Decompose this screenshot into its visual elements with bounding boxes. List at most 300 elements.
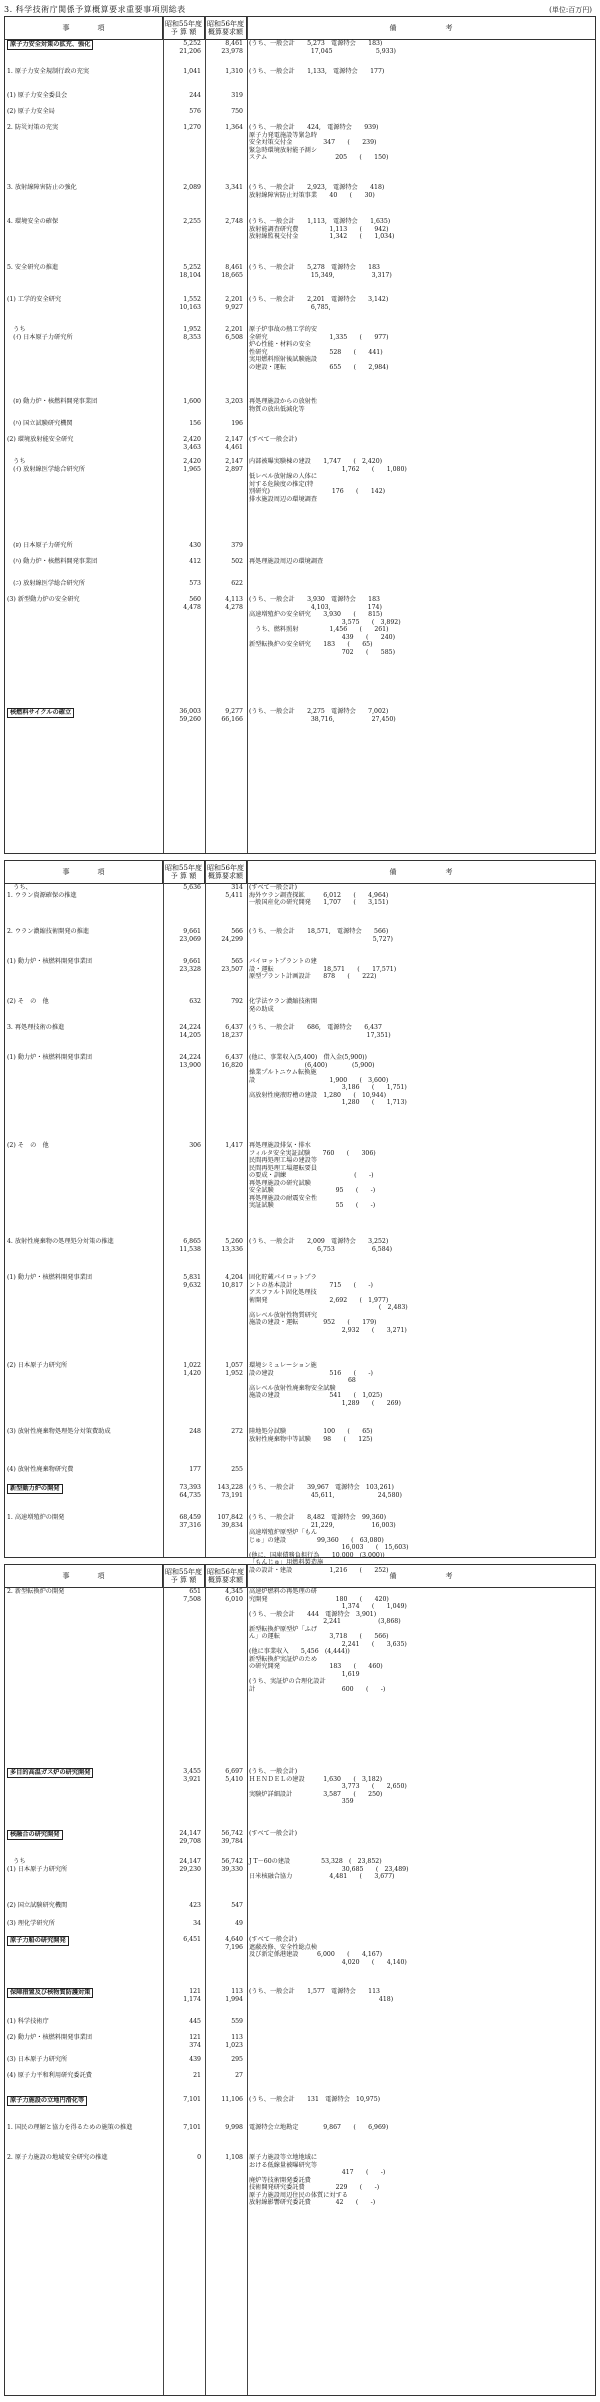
fy56-value: 143,228 73,191: [217, 1484, 243, 1499]
budget-table: [4, 1564, 596, 2396]
category-title: 多目的高温ガス炉の研究開発: [7, 1768, 93, 1778]
remarks-text: (うち、一般会計 424, 電源特会 939) 原子力発電施設等緊急時 安全対策交付金 347 ( 239) 緊急時環境放射能予測シ ステム 205 ( 150): [249, 124, 389, 161]
row-item: [5, 596, 163, 708]
row-item: [5, 92, 163, 108]
row-item: [5, 2056, 163, 2072]
table-row: [5, 1588, 595, 1768]
table-row: [5, 2034, 595, 2056]
fy55-value: 1,041: [183, 68, 201, 75]
item-label: 2. 原子力施設の地域安全研究の推進: [7, 2154, 108, 2161]
fy55-value: 2,255: [183, 218, 201, 225]
row-item: [5, 40, 163, 68]
remarks-text: [247, 420, 595, 436]
header-fy55: 昭和55年度 予 算 額: [163, 17, 205, 39]
fy55-value: 6,865 11,538: [179, 1238, 201, 1253]
table-row: [5, 1142, 595, 1238]
remarks-text: 内部被曝実験棟の建設 1,747 ( 2,420) 1,762 ( 1,080) 低レベル放射線の人体に 対する危険度の推定(特 別研究) 176 ( 142) 排水施設周辺の環境調査: [249, 458, 407, 503]
table-row: [5, 1920, 595, 1936]
fy55-value: 5,252 21,206: [179, 40, 201, 55]
table-row: [5, 1830, 595, 1858]
fy56-value: 1,364: [225, 124, 243, 131]
fy55-value: 412: [189, 558, 201, 565]
row-item: [5, 542, 163, 558]
row-item: [5, 1936, 163, 1988]
fy55-value: 68,459 37,316: [179, 1514, 201, 1529]
table-row: [5, 458, 595, 542]
remarks-text: 固化貯蔵パイロットプラ ントの基本設計 715 ( -) アスファルト固化処理技 術開発 2,692 ( 1,977) ( 2,483) 高レベル放射性物質研究 施設の建設・運転 952 ( 179) 2,932 ( 3,271): [249, 1274, 408, 1334]
row-item: [5, 458, 163, 542]
row-item: [5, 1054, 163, 1142]
row-item: [5, 108, 163, 124]
item-label: (2) 動力炉・核燃料開発事業団: [7, 2034, 92, 2041]
fy55-value: 573: [189, 580, 201, 587]
fy56-value: 11,106: [221, 2096, 243, 2103]
item-label: (4) 原子力平和利用研究委託費: [7, 2072, 92, 2079]
fy55-value: 306: [189, 1142, 201, 1149]
fy56-value: 27: [235, 2072, 243, 2079]
table-row: [5, 264, 595, 296]
item-label: (3) 理化学研究所: [7, 1920, 55, 1927]
fy55-value: 1,022 1,420: [183, 1362, 201, 1377]
remarks-text: (うち、一般会計 5,278 電源特会 183 15,349, 3,317): [249, 264, 392, 279]
fy55-value: 2,420 3,463: [183, 436, 201, 451]
row-item: [5, 1274, 163, 1362]
row-item: [5, 998, 163, 1024]
fy55-value: 576: [189, 108, 201, 115]
fy55-value: 24,224 14,205: [179, 1024, 201, 1039]
fy55-value: 156: [189, 420, 201, 427]
row-item: [5, 398, 163, 420]
row-item: [5, 708, 163, 756]
row-item: [5, 1238, 163, 1274]
fy56-value: 255: [231, 1466, 243, 1473]
table-row: [5, 296, 595, 326]
row-item: [5, 580, 163, 596]
fy55-value: 560 4,478: [183, 596, 201, 611]
remarks-text: [247, 542, 595, 558]
table-row: [5, 2072, 595, 2096]
header-fy56: 昭和56年度 概算要求額: [205, 17, 247, 39]
remarks-text: (すべて一般会計) 遮蔽改修、安全性総点検 及び新定係港建設 6,000 ( 4,167) 4,020 ( 4,140): [249, 1936, 407, 1966]
fy56-value: 2,201 9,927: [225, 296, 243, 311]
item-label: 2. 新型転換炉の開発: [7, 1588, 65, 1595]
row-item: [5, 2096, 163, 2124]
remarks-text: [247, 2056, 595, 2072]
remarks-text: 原子力施設等立地地域に おける低線量被曝研究等 417 ( -) 廃炉等技術開発委託費 技術開発研究委託費 229 ( -) 原子力施設周辺住民の体質に対する 放射線影響研究委託費 42 ( -): [249, 2154, 386, 2206]
fy56-value: 2,748: [225, 218, 243, 225]
item-label: 1. 原子力安全規制行政の充実: [7, 68, 90, 75]
fy55-value: 24,224 13,900: [179, 1054, 201, 1069]
row-item: [5, 1768, 163, 1830]
table-row: [5, 596, 595, 708]
row-item: [5, 326, 163, 398]
category-title: 原子力施設の立地円滑化等: [7, 2096, 87, 2106]
fy56-value: 113 1,023: [225, 2034, 243, 2049]
fy56-value: 9,998: [225, 2124, 243, 2131]
fy56-value: 4,345 6,010: [225, 1588, 243, 1603]
remarks-text: 原子炉事故の熱工学的安 全研究 1,335 ( 977) 炉心性能・材料の安全 性研究 528 ( 441) 実用燃料照射後試験施設 の建設・運転 655 ( 2,984): [249, 326, 389, 371]
row-item: [5, 958, 163, 998]
item-label: 4. 放射性廃棄物の処理処分対策の推進: [7, 1238, 114, 1245]
item-label: うち (1) 日本原子力研究所: [7, 1858, 68, 1873]
remarks-text: [247, 1466, 595, 1484]
table-row: [5, 558, 595, 580]
fy56-value: 8,461 18,665: [221, 264, 243, 279]
fy55-value: 5,252 18,104: [179, 264, 201, 279]
row-item: [5, 1024, 163, 1054]
fy55-value: 2,420 1,965: [183, 458, 201, 473]
table-row: [5, 420, 595, 436]
fy56-value: 56,742 39,330: [221, 1858, 243, 1873]
fy56-value: 196: [231, 420, 243, 427]
fy56-value: 502: [231, 558, 243, 565]
row-item: [5, 928, 163, 958]
fy56-value: 8,461 23,978: [221, 40, 243, 55]
remarks-text: (うち、一般会計 2,201 電源特会 3,142) 6,785,: [249, 296, 389, 311]
remarks-text: パイロットプラントの建 設・運転 18,571 ( 17,571) 原型プラント計画設計 878 ( 222): [249, 958, 397, 980]
category-title: 新型動力炉の開発: [7, 1484, 63, 1494]
fy56-value: 6,437 18,237: [221, 1024, 243, 1039]
fy56-value: 379: [231, 542, 243, 549]
fy55-value: 177: [189, 1466, 201, 1473]
fy56-value: 4,204 10,817: [221, 1274, 243, 1289]
fy55-value: 3,455 3,921: [183, 1768, 201, 1783]
remarks-text: 再処理施設排気・排水 フィルタ安全実証試験 760 ( 306) 民間再処理工場の建設等 民間再処理工場運転要員 の要成・訓練 ( -) 再処理施設の研究試験 安全試験 95 ( -) 再処理施設の耐震安全性 実証試験 55 ( -): [249, 1142, 376, 1209]
table-header: [5, 861, 595, 884]
fy56-value: 750: [231, 108, 243, 115]
remarks-text: [247, 1902, 595, 1920]
table-row: [5, 2056, 595, 2072]
table-row: [5, 2124, 595, 2154]
remarks-text: (他に、事業収入(5,400) 借入金(5,900)) (6,400) (5,900) 操業プルトニウム転換施 設 1,900 ( 3,600) 3,186 ( 1,751) 高放射性廃液貯槽の建設 1,280 ( 10,944) 1,280 ( 1,713): [249, 1054, 407, 1106]
remarks-text: 環境シミュレーション施 設の建設 516 ( -) 68 高レベル放射性廃棄物安全試験 施設の建設 541 ( 1,025) 1,289 ( 269): [249, 1362, 401, 1407]
remarks-text: 再処理施設周辺の環境調査: [249, 558, 324, 565]
remarks-text: [247, 2018, 595, 2034]
remarks-text: 陸地処分試験 100 ( 65) 放射性廃棄物中等試験 98 ( 125): [249, 1428, 373, 1443]
row-item: [5, 296, 163, 326]
fy55-value: 34: [193, 1920, 201, 1927]
remarks-text: (すべて一般会計) 海外ウラン調査探鉱 6,012 ( 4,964) 一般国産化の研究開発 1,707 ( 3,151): [249, 884, 389, 906]
remarks-text: 再処理施設からの放射性 物質の放出低減化等: [249, 398, 318, 413]
table-row: [5, 542, 595, 558]
table-row: [5, 108, 595, 124]
fy56-value: 113 1,994: [225, 1988, 243, 2003]
item-label: 1. 国民の理解と協力を得るための施策の推進: [7, 2124, 133, 2131]
fy56-value: 2,147 2,897: [225, 458, 243, 473]
fy55-value: 24,147 29,708: [179, 1830, 201, 1845]
fy55-value: 9,661 23,328: [179, 958, 201, 973]
fy55-value: 1,952 8,353: [183, 326, 201, 341]
table-row: [5, 1902, 595, 1920]
fy55-value: 651 7,508: [183, 1588, 201, 1603]
row-item: [5, 1920, 163, 1936]
header-fy55: 昭和55年度 予 算 額: [163, 861, 205, 883]
fy55-value: 1,600: [183, 398, 201, 405]
fy55-value: 248: [189, 1428, 201, 1435]
remarks-text: 高速炉燃料の再処理の研 究開発 180 ( 420) 1,374 ( 1,049) (うち、一般会計 444 電源特会 3,901) 2,241 (3,868) 新型転換炉原型炉「ふげ ん」の運転 3,718 ( 566) 2,241 ( 3,635) (他に事業収入 5,456 (4,444)) 新型転換炉実証炉のため の研究開発 183 ( 460) 1,619 (うち、実証炉の合理化設計 計 600 ( -): [249, 1588, 407, 1693]
fy56-value: 107,842 39,834: [217, 1514, 243, 1529]
item-label: (4) 放射性廃棄物研究費: [7, 1466, 74, 1473]
fy55-value: 439: [189, 2056, 201, 2063]
fy56-value: 6,437 16,820: [221, 1054, 243, 1069]
table-row: [5, 1238, 595, 1274]
category-title: 核燃料サイクルの確立: [7, 708, 74, 718]
category-title: 原子力船の研究開発: [7, 1936, 69, 1946]
fy55-value: 445: [189, 2018, 201, 2025]
item-label: 2. ウラン濃縮技術開発の推進: [7, 928, 90, 935]
fy56-value: 3,203: [225, 398, 243, 405]
header-remarks: 備 考: [389, 1572, 453, 1580]
row-item: [5, 1362, 163, 1428]
item-label: (2) 原子力安全局: [7, 108, 55, 115]
fy56-value: 4,640 7,196: [225, 1936, 243, 1951]
row-item: [5, 2018, 163, 2034]
item-label: (3) 日本原子力研究所: [7, 2056, 68, 2063]
header-item: 事 項: [5, 861, 163, 883]
row-item: [5, 420, 163, 436]
category-title: 保障措置及び核物質防護対策: [7, 1988, 93, 1998]
remarks-text: (うち、一般会計 2,009 電源特会 3,252) 6,753 6,584): [249, 1238, 393, 1253]
row-item: [5, 2034, 163, 2056]
table-row: [5, 1274, 595, 1362]
fy55-value: 36,003 59,260: [179, 708, 201, 723]
row-item: [5, 1484, 163, 1514]
table-row: [5, 2154, 595, 2264]
table-row: [5, 1024, 595, 1054]
row-item: [5, 68, 163, 92]
item-label: 2. 防災対策の充実: [7, 124, 59, 131]
remarks-text: (うち、一般会計) ＨＥＮＤＥＬの建設 1,630 ( 3,182) 3,773 ( 2,650) 実験炉詳細設計 3,587 ( 250) 359: [249, 1768, 407, 1805]
header-remarks: 備 考: [389, 24, 453, 32]
fy55-value: 244: [189, 92, 201, 99]
fy55-value: 121 1,174: [183, 1988, 201, 2003]
row-item: [5, 218, 163, 264]
fy56-value: 566 24,299: [221, 928, 243, 943]
row-item: [5, 2124, 163, 2154]
fy55-value: 7,101: [183, 2124, 201, 2131]
table-row: [5, 436, 595, 458]
row-item: [5, 884, 163, 928]
fy55-value: 21: [193, 2072, 201, 2079]
remarks-text: (うち、一般会計 8,482 電源特会 99,360) 21,229, 16,003) 高速増殖炉原型炉「もん じゅ」の建設 99,360 ( 63,080) 16,003 ( 15,603) (他に、国庫債務負担行為 10,000 (3,000)) 「もんじゅ」用燃料製造施 設の設計・建設 1,216 ( 252): [249, 1514, 409, 1574]
header-remarks: 備 考: [389, 868, 453, 876]
table-row: [5, 928, 595, 958]
category-title: 原子力安全対策の拡充、強化: [7, 40, 93, 50]
fy55-value: 7,101: [183, 2096, 201, 2103]
item-label: (2) 日本原子力研究所: [7, 1362, 68, 1369]
item-label: 5. 安全研究の推進: [7, 264, 59, 271]
remarks-text: [247, 108, 595, 124]
item-label: (1) 動力炉・核燃料開発事業団: [7, 958, 92, 965]
table-row: [5, 1362, 595, 1428]
remarks-text: (うち、一般会計 131 電源特会 10,975): [249, 2096, 381, 2103]
fy56-value: 2,201 6,508: [225, 326, 243, 341]
table-row: [5, 1768, 595, 1830]
item-label: (2) そ の 他: [7, 1142, 49, 1149]
fy56-value: 56,742 39,784: [221, 1830, 243, 1845]
fy55-value: 9,661 23,069: [179, 928, 201, 943]
row-item: [5, 1142, 163, 1238]
header-item: 事 項: [5, 1565, 163, 1587]
table-row: [5, 884, 595, 928]
row-item: [5, 2072, 163, 2096]
remarks-text: (うち、一般会計 5,273 電源特会 183) 17,045 5,933): [249, 40, 396, 55]
row-item: [5, 184, 163, 218]
item-label: (2) 国立試験研究機関: [7, 1902, 68, 1909]
fy56-value: 272: [231, 1428, 243, 1435]
fy56-value: 3,341: [225, 184, 243, 191]
table-row: [5, 1484, 595, 1514]
remarks-text: (うち、一般会計 2,923, 電源特会 418) 放射線障害防止対策事業 40 ( 30): [249, 184, 385, 199]
remarks-text: (うち、一般会計 2,275 電源特会 7,002) 38,716, 27,450): [249, 708, 396, 723]
table-row: [5, 1466, 595, 1484]
fy56-value: 2,147 4,461: [225, 436, 243, 451]
fy55-value: 430: [189, 542, 201, 549]
fy56-value: 1,417: [225, 1142, 243, 1149]
fy56-value: 547: [231, 1902, 243, 1909]
fy55-value: 1,270: [183, 124, 201, 131]
fy56-value: 1,108: [225, 2154, 243, 2161]
item-label: (3) 放射性廃棄物処理処分対策費助成: [7, 1428, 111, 1435]
remarks-text: (うち、一般会計 1,113, 電源特会 1,635) 放射能調査研究費 1,113 ( 942) 放射線監視交付金 1,342 ( 1,034): [249, 218, 395, 240]
category-title: 核融合の研究開発: [7, 1830, 63, 1840]
fy56-value: 565 23,507: [221, 958, 243, 973]
page-title: 3. 科学技術庁関係予算概算要求重要事項別総表: [4, 5, 186, 14]
table-row: [5, 2096, 595, 2124]
fy55-value: 73,393 64,735: [179, 1484, 201, 1499]
remarks-text: [247, 2072, 595, 2096]
row-item: [5, 1830, 163, 1858]
remarks-text: J T－60の建設 53,328 ( 23,852) 30,685 ( 23,489) 日米核融合協力 4,481 ( 3,677): [249, 1858, 409, 1880]
remarks-text: [247, 580, 595, 596]
row-item: [5, 1988, 163, 2018]
fy56-value: 49: [235, 1920, 243, 1927]
unit-label: (単位:百万円): [549, 6, 592, 14]
row-item: [5, 1858, 163, 1902]
fy55-value: 5,636: [183, 884, 201, 891]
item-label: うち、 1. ウラン資源確保の推進: [7, 884, 77, 899]
fy55-value: 632: [189, 998, 201, 1005]
table-row: [5, 998, 595, 1024]
table-row: [5, 92, 595, 108]
header-item: 事 項: [5, 17, 163, 39]
fy56-value: 622: [231, 580, 243, 587]
budget-table: [4, 860, 596, 1574]
fy56-value: 314 5,411: [225, 884, 243, 899]
row-item: [5, 1466, 163, 1484]
fy56-value: 6,697 5,410: [225, 1768, 243, 1783]
item-label: (1) 原子力安全委員会: [7, 92, 68, 99]
item-label: うち (ｲ) 放射線医学総合研究所: [13, 458, 85, 473]
item-label: (ﾊ) 国立試験研究機関: [7, 420, 73, 427]
row-item: [5, 436, 163, 458]
table-row: [5, 708, 595, 756]
table-row: [5, 124, 595, 184]
item-label: (ﾊ) 動力炉・核燃料開発事業団: [7, 558, 98, 565]
item-label: (ﾆ) 放射線医学総合研究所: [7, 580, 85, 587]
row-item: [5, 558, 163, 580]
remarks-text: [247, 2034, 595, 2056]
table-row: [5, 326, 595, 398]
item-label: うち (ｲ) 日本原子力研究所: [13, 326, 73, 341]
row-item: [5, 1428, 163, 1466]
table-row: [5, 184, 595, 218]
remarks-text: (すべて一般会計): [249, 1830, 298, 1837]
table-row: [5, 1428, 595, 1466]
fy56-value: 1,310: [225, 68, 243, 75]
table-row: [5, 218, 595, 264]
table-row: [5, 398, 595, 420]
table-row: [5, 68, 595, 92]
fy55-value: 423: [189, 1902, 201, 1909]
fy55-value: 121 374: [189, 2034, 201, 2049]
item-label: (1) 動力炉・核燃料開発事業団: [7, 1274, 92, 1281]
remarks-text: (うち、一般会計 686, 電源特会 6,437 17,351): [249, 1024, 391, 1039]
fy55-value: 0: [197, 2154, 201, 2161]
table-row: [5, 580, 595, 596]
budget-table: [4, 16, 596, 854]
fy56-value: 319: [231, 92, 243, 99]
fy56-value: 9,277 66,166: [221, 708, 243, 723]
fy56-value: 295: [231, 2056, 243, 2063]
remarks-text: (うち、一般会計 3,930 電源特会 183 4,103, 174) 高速増殖炉の安全研究 3,930 ( 815) 3,575 ( 3,892) うち、燃料照射 1,456 ( 261) 439 ( 240) 新型転換炉の安全研究 183 ( 65) 702 ( 585): [249, 596, 401, 656]
row-item: [5, 1588, 163, 1768]
table-row: [5, 1858, 595, 1902]
item-label: (2) そ の 他: [7, 998, 49, 1005]
item-label: (2) 環境放射能安全研究: [7, 436, 74, 443]
item-label: 1. 高速増殖炉の開発: [7, 1514, 65, 1521]
table-row: [5, 40, 595, 68]
table-row: [5, 1054, 595, 1142]
fy55-value: 1,552 10,163: [179, 296, 201, 311]
item-label: 4. 環境安全の確保: [7, 218, 59, 225]
remarks-text: 化学法ウラン濃縮技術開 発の助成: [249, 998, 318, 1013]
fy56-value: 1,057 1,952: [225, 1362, 243, 1377]
fy55-value: 24,147 29,230: [179, 1858, 201, 1873]
item-label: 3. 再処理技術の推進: [7, 1024, 65, 1031]
item-label: (ﾛ) 動力炉・核燃料開発事業団: [7, 398, 98, 405]
fy56-value: 5,260 13,336: [221, 1238, 243, 1253]
fy56-value: 792: [231, 998, 243, 1005]
item-label: (1) 工学的安全研究: [7, 296, 62, 303]
row-item: [5, 1902, 163, 1920]
remarks-text: [247, 92, 595, 108]
remarks-text: (うち、一般会計 1,133, 電源特会 177): [249, 68, 385, 75]
item-label: (ﾛ) 日本原子力研究所: [7, 542, 73, 549]
fy56-value: 559: [231, 2018, 243, 2025]
row-item: [5, 264, 163, 296]
remarks-text: 電源特会立地勘定 9,867 ( 6,969): [249, 2124, 389, 2131]
table-row: [5, 1988, 595, 2018]
table-row: [5, 2018, 595, 2034]
fy56-value: 4,113 4,278: [225, 596, 243, 611]
fy55-value: 6,451: [183, 1936, 201, 1943]
table-row: [5, 1936, 595, 1988]
remarks-text: (うち、一般会計 1,577 電源特会 113 418): [249, 1988, 394, 2003]
table-header: [5, 1565, 595, 1588]
fy55-value: 2,089: [183, 184, 201, 191]
item-label: (3) 新型動力炉の安全研究: [7, 596, 80, 603]
remarks-text: [247, 1920, 595, 1936]
header-fy55: 昭和55年度 予 算 額: [163, 1565, 205, 1587]
remarks-text: (うち、一般会計 18,571, 電源特会 566) 5,727): [249, 928, 393, 943]
item-label: (1) 動力炉・核燃料開発事業団: [7, 1054, 92, 1061]
table-row: [5, 958, 595, 998]
row-item: [5, 124, 163, 184]
remarks-text: (すべて一般会計): [249, 436, 298, 443]
header-fy56: 昭和56年度 概算要求額: [205, 1565, 247, 1587]
item-label: 3. 放射線障害防止の強化: [7, 184, 77, 191]
